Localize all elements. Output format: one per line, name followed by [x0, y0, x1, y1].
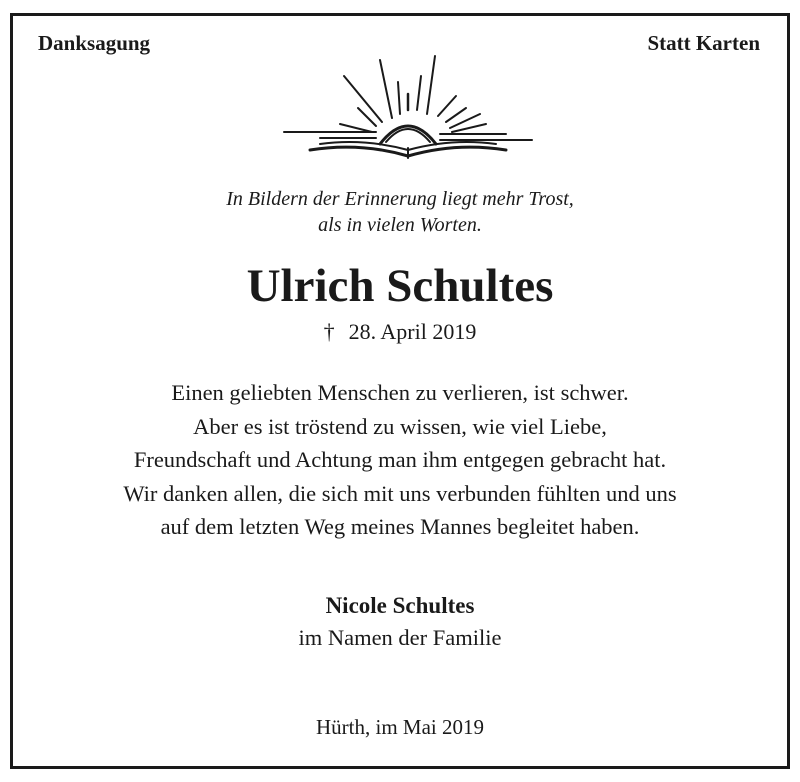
signer-subline: im Namen der Familie: [298, 625, 502, 650]
thanks-line: Aber es ist tröstend zu wissen, wie viel Liebe,: [193, 413, 607, 439]
deceased-name: Ulrich Schultes: [246, 260, 554, 312]
cross-icon: †: [323, 319, 335, 344]
thanks-line: Einen geliebten Menschen zu verlieren, ist schwer.: [171, 380, 629, 405]
sunrise-book-icon: [280, 52, 536, 160]
death-date-line: [0, 318, 800, 346]
thanks-line: Wir danken allen, die sich mit uns verbunden fühlten und uns: [123, 480, 677, 506]
motto-line: als in vielen Worten.: [318, 214, 482, 236]
thanks-text: [0, 376, 800, 544]
place-date: Hürth, im Mai 2019: [316, 715, 484, 739]
death-date: 28. April 2019: [348, 319, 477, 344]
header-left-label: Danksagung: [38, 31, 151, 55]
signer-name: Nicole Schultes: [325, 593, 475, 618]
thanks-line: Freundschaft und Achtung man ihm entgegen gebracht hat.: [133, 447, 667, 472]
motto-quote: [0, 186, 800, 238]
header-right-label: Statt Karten: [647, 31, 760, 55]
motto-line: In Bildern der Erinnerung liegt mehr Trost,: [226, 188, 574, 210]
thanks-line: auf dem letzten Weg meines Mannes begleitet haben.: [160, 514, 640, 539]
